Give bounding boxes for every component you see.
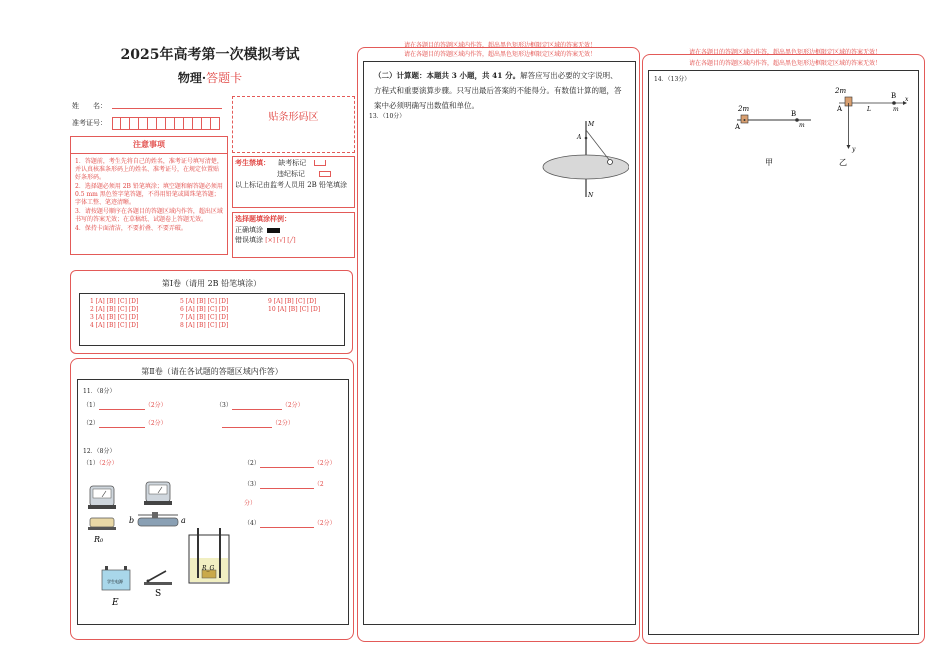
- calc-description: 解答应写出必要的文字说明、方程式和重要演算步骤。只写出最后答案的不能得分。有数值计算的题，答案中必须明确写出数值和单位。: [374, 71, 622, 110]
- power-supply-text: 学生电源: [107, 579, 123, 584]
- q14-label: 14．（13分）: [654, 76, 691, 83]
- q12-1-label: （1）: [83, 460, 99, 467]
- rheostat-b-label: b: [129, 516, 135, 525]
- forbidden-box: [232, 156, 355, 208]
- absent-box[interactable]: [314, 160, 326, 166]
- q11-3-label: （3）: [216, 402, 232, 409]
- middle-warning-2: 请在各题目的答题区域内作答，超出黑色矩形边框限定区域的答案无效！: [403, 51, 596, 58]
- part1-title: 第Ⅰ卷（请用 2B 铅笔填涂）: [161, 279, 262, 288]
- q5-choices[interactable]: 5 [A] [B] [C] [D]: [180, 298, 229, 305]
- q12-3-label: （3）: [244, 481, 260, 488]
- name-field[interactable]: [112, 108, 222, 109]
- q13-n-label: N: [588, 192, 594, 199]
- notice-item-3: 3．请按题号顺序在各题目的答题区域内作答，超出区域书写的答案无效；在草稿纸、试题卷上答题无效。: [75, 208, 223, 223]
- q12-3-score-a: （2: [313, 481, 324, 488]
- q8-choices[interactable]: 8 [A] [B] [C] [D]: [180, 322, 229, 329]
- part1-box: [70, 270, 353, 354]
- barcode-label: 贴条形码区: [268, 112, 319, 123]
- voltmeter-icon: [144, 482, 172, 505]
- q1-choices[interactable]: 1 [A] [B] [C] [D]: [90, 298, 139, 305]
- q12-2-blank[interactable]: [260, 467, 314, 468]
- calc-title: （二）计算题：本题共 3 小题，共 41 分。: [374, 71, 521, 80]
- subtitle-subject: 物理·: [177, 71, 207, 85]
- jia-m-label: m: [799, 122, 805, 129]
- q12-4-score: （2分）: [313, 520, 336, 527]
- wrong-fill-label: 错误填涂: [235, 236, 263, 244]
- yi-a-label: A: [837, 105, 843, 113]
- name-label: 姓 名：: [72, 102, 107, 110]
- q11-1-blank[interactable]: [99, 409, 145, 410]
- q11-4-score: （2分）: [272, 420, 294, 427]
- q12-4-label: （4）: [244, 520, 260, 527]
- jia-b-label: B: [791, 110, 797, 118]
- q12-4-blank[interactable]: [260, 527, 314, 528]
- q12-1-score: （2分）: [98, 460, 118, 467]
- correct-fill-label: 正确填涂: [235, 226, 263, 234]
- power-supply-icon: [102, 566, 130, 590]
- q13-figure: [539, 117, 629, 202]
- subtitle-answer-card: 答题卡: [206, 71, 243, 85]
- correct-fill-mark: [267, 228, 280, 233]
- q13-a-label: A: [577, 134, 582, 141]
- yi-y-label: y: [852, 146, 856, 153]
- jia-caption: 甲: [765, 158, 773, 167]
- q14-figure-yi: [831, 83, 911, 173]
- e-label: E: [112, 598, 119, 608]
- barcode-area: [232, 96, 355, 153]
- beaker-icon: [189, 528, 229, 583]
- q14-figure-jia: [729, 101, 819, 171]
- q11-2-score: （2分）: [144, 420, 167, 427]
- ammeter-icon: [88, 486, 116, 509]
- right-answer-area[interactable]: [648, 70, 919, 635]
- notice-item-4: 4．保持卡面清洁，不要折叠、不要弄破。: [75, 225, 187, 232]
- q11-2-label: （2）: [83, 420, 99, 427]
- yi-x-label: x: [905, 96, 909, 103]
- yi-b-label: B: [891, 92, 897, 100]
- q13-label: 13．（10分）: [369, 113, 406, 120]
- q12-2-label: （2）: [244, 460, 260, 467]
- middle-warning-1: 请在各题目的答题区域内作答，超出黑色矩形边框限定区域的答案无效！: [403, 42, 596, 49]
- q2-choices[interactable]: 2 [A] [B] [C] [D]: [90, 306, 139, 313]
- right-warning-1: 请在各题目的答题区域内作答，超出黑色矩形边框限定区域的答案无效！: [688, 49, 881, 56]
- rheostat-a-label: a: [181, 516, 186, 525]
- q7-choices[interactable]: 7 [A] [B] [C] [D]: [180, 314, 229, 321]
- q12-2-score: （2分）: [313, 460, 336, 467]
- q11-4-blank[interactable]: [222, 427, 272, 428]
- part2-title: 第Ⅱ卷（请在各试题的答题区域内作答）: [141, 367, 283, 376]
- q11-3-score: （2分）: [281, 402, 304, 409]
- fill-sample-box: [232, 212, 355, 258]
- exam-title: 2025年高考第一次模拟考试: [120, 47, 300, 63]
- forbidden-title: 考生禁填：: [235, 158, 270, 167]
- q12-label: 12．（8分）: [83, 448, 116, 455]
- exam-subtitle: [95, 69, 325, 86]
- q11-3-blank[interactable]: [232, 409, 282, 410]
- q11-1-label: （1）: [83, 402, 99, 409]
- s-label: S: [155, 589, 162, 599]
- q9-choices[interactable]: 9 [A] [B] [C] [D]: [268, 298, 317, 305]
- rg-label: R_G: [202, 565, 215, 572]
- forbidden-note: 以上标记由监考人员用 2B 铅笔填涂: [235, 181, 348, 189]
- notice-item-1: 1．答题前，考生先将自己的姓名，准考证号填写清楚，并认真核准条形码上的姓名、准考证号，在规定位置贴好条形码。: [75, 158, 223, 181]
- jia-mass-label: 2m: [738, 105, 750, 113]
- q11-1-score: （2分）: [144, 402, 167, 409]
- resistor-r0-icon: [88, 518, 116, 530]
- absent-label: 缺考标记: [278, 159, 307, 167]
- violation-box[interactable]: [319, 171, 331, 177]
- q10-choices[interactable]: 10 [A] [B] [C] [D]: [268, 306, 321, 313]
- notice-title: 注意事项: [71, 137, 227, 154]
- yi-caption: 乙: [839, 158, 847, 167]
- part2-box: [70, 358, 354, 640]
- fill-sample-title: 选择题填涂样例：: [235, 214, 291, 223]
- circuit-components-figure: [84, 480, 234, 615]
- yi-l-label: L: [867, 106, 871, 113]
- wrong-fill-marks: [×] [√] [╱]: [265, 237, 296, 244]
- q11-label: 11．（8分）: [83, 388, 116, 395]
- notice-item-2: 2．选择题必须用 2B 铅笔填涂；填空题和解答题必须用 0.5 mm 黑色签字笔答题，不得用铅笔或圆珠笔答题；字体工整、笔迹清晰。: [75, 183, 223, 206]
- right-warning-2: 请在各题目的答题区域内作答，超出黑色矩形边框限定区域的答案无效！: [688, 60, 881, 67]
- notice-box: [70, 136, 228, 255]
- id-boxes[interactable]: [112, 117, 220, 130]
- switch-icon: [144, 571, 172, 585]
- q4-choices[interactable]: 4 [A] [B] [C] [D]: [90, 322, 139, 329]
- violation-label: 违纪标记: [277, 170, 305, 178]
- yi-mass-label: 2m: [835, 87, 847, 95]
- middle-answer-area[interactable]: [363, 61, 636, 625]
- rheostat-icon: [138, 512, 178, 526]
- q11-2-blank[interactable]: [99, 427, 145, 428]
- q3-choices[interactable]: 3 [A] [B] [C] [D]: [90, 314, 139, 321]
- id-label: 准考证号：: [72, 119, 107, 127]
- q6-choices[interactable]: 6 [A] [B] [C] [D]: [180, 306, 229, 313]
- r0-label: R₀: [94, 535, 104, 544]
- q13-m-label: M: [588, 121, 595, 128]
- q12-3-blank[interactable]: [260, 488, 314, 489]
- jia-a-label: A: [735, 123, 741, 131]
- q12-3-score-b: 分）: [244, 500, 257, 507]
- calc-instructions: [364, 62, 635, 113]
- yi-m-label: m: [893, 106, 899, 113]
